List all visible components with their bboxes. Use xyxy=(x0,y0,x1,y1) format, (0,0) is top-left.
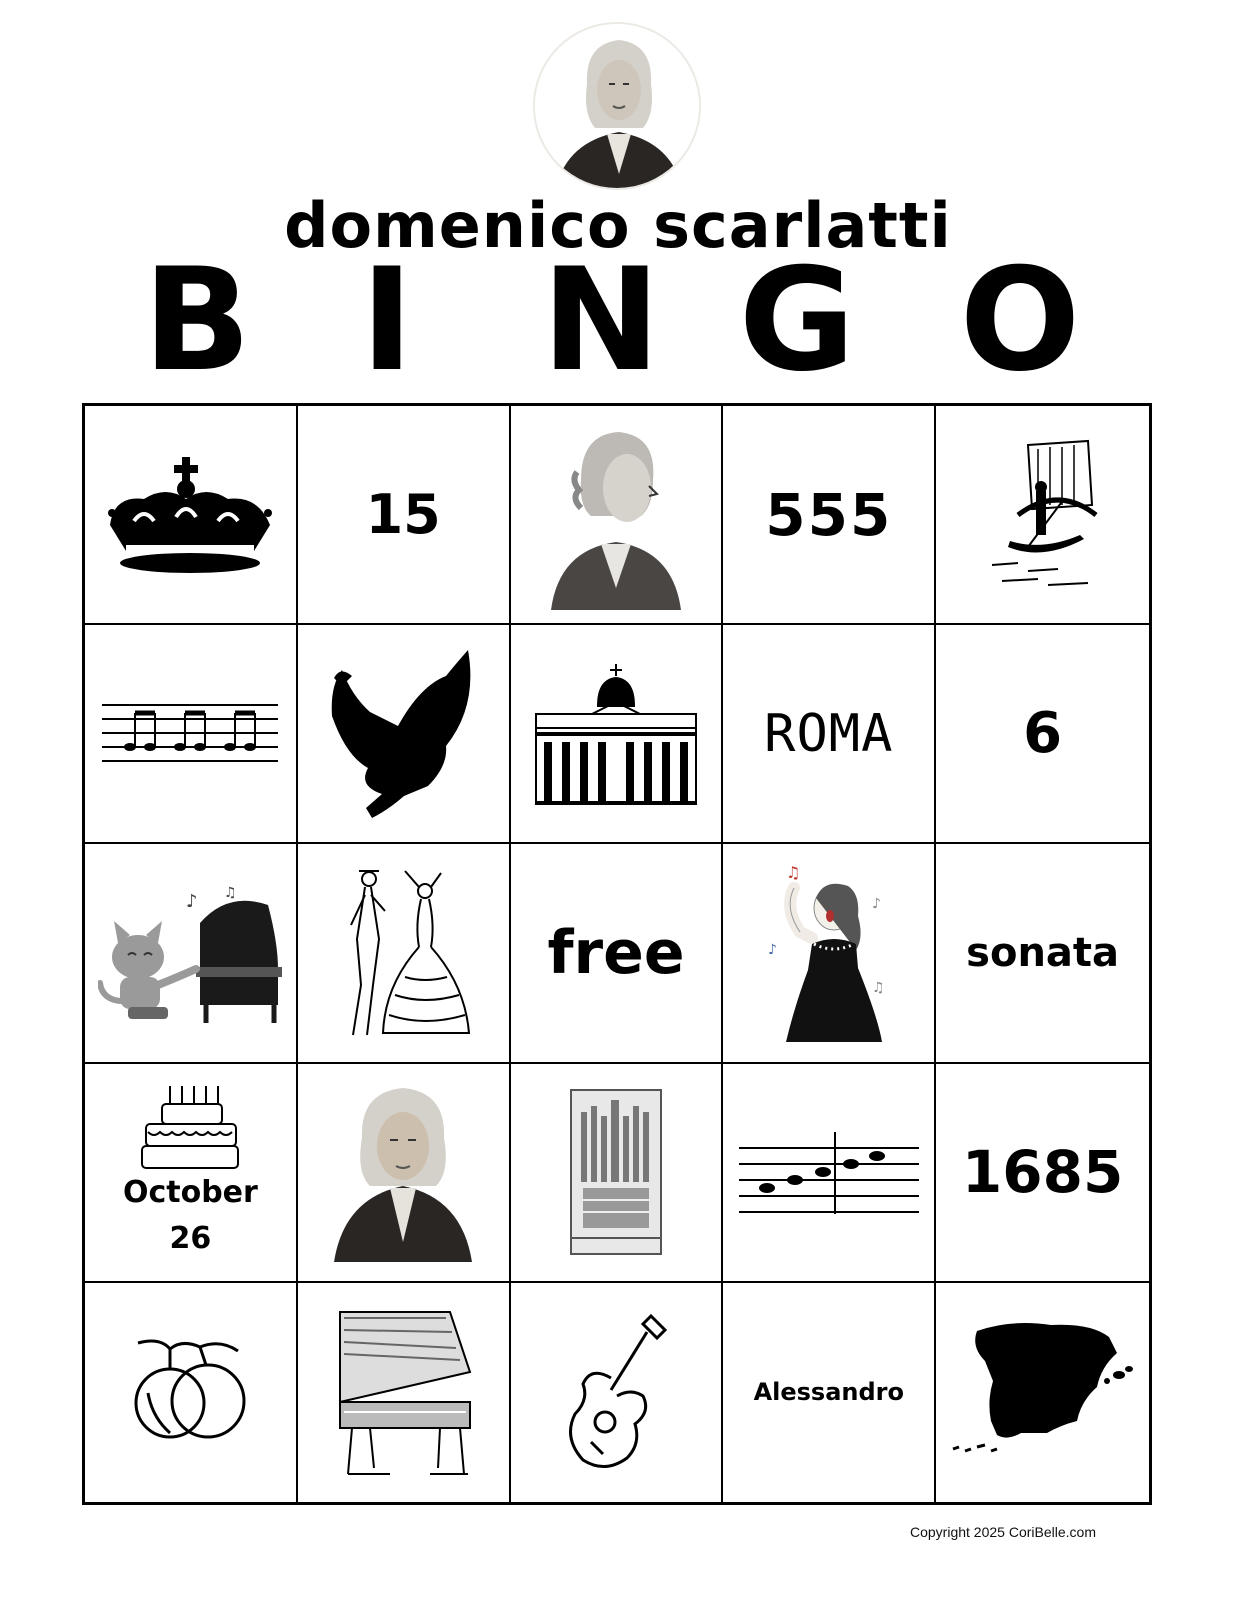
cell-text: 555 xyxy=(765,480,893,549)
gondola-icon xyxy=(988,435,1098,595)
bingo-cell[interactable] xyxy=(298,1283,511,1502)
bingo-cell[interactable] xyxy=(723,1283,936,1502)
crown-icon xyxy=(104,455,276,575)
bingo-cell[interactable] xyxy=(298,844,511,1063)
eagle-icon xyxy=(328,646,478,822)
birthday-cake-icon xyxy=(138,1082,242,1170)
svg-text:♪: ♪ xyxy=(871,895,881,912)
svg-text:♪: ♪ xyxy=(186,890,198,912)
flamenco-dancers-icon xyxy=(335,865,471,1041)
scarlatti-portrait-icon xyxy=(328,1082,478,1262)
haydn-portrait-icon xyxy=(541,420,691,610)
bingo-cell[interactable] xyxy=(723,844,936,1063)
castanets-icon xyxy=(130,1337,250,1447)
bingo-cell[interactable] xyxy=(85,406,298,625)
bingo-cell[interactable] xyxy=(936,844,1149,1063)
bingo-grid xyxy=(82,403,1152,1505)
bingo-cell[interactable] xyxy=(936,1283,1149,1502)
bingo-cell[interactable] xyxy=(511,625,724,844)
cat-piano-icon xyxy=(98,883,282,1023)
cell-text: 15 xyxy=(365,483,441,547)
bingo-cell[interactable] xyxy=(85,1283,298,1502)
cathedral-icon xyxy=(532,662,700,806)
bingo-cell[interactable] xyxy=(85,625,298,844)
bingo-letter-o: O xyxy=(959,238,1081,403)
bingo-letter-b: B xyxy=(142,238,252,403)
cell-text: free xyxy=(547,917,685,988)
bingo-cell[interactable] xyxy=(511,1064,724,1283)
bingo-cell[interactable] xyxy=(85,844,298,1063)
bingo-cell[interactable] xyxy=(298,406,511,625)
bingo-cell[interactable] xyxy=(511,406,724,625)
bingo-letter-g: G xyxy=(738,238,856,403)
page-title: domenico scarlatti xyxy=(284,189,952,262)
pipe-organ-icon xyxy=(569,1088,663,1256)
composer-portrait-icon xyxy=(533,22,701,190)
opera-singer-icon xyxy=(764,858,894,1048)
bingo-cell[interactable] xyxy=(936,1064,1149,1283)
bingo-cell[interactable] xyxy=(936,625,1149,844)
bingo-cell[interactable] xyxy=(723,625,936,844)
cell-text-day: 26 xyxy=(169,1221,212,1257)
cell-text-month: October xyxy=(122,1175,258,1211)
harpsichord-icon xyxy=(330,1302,476,1482)
music-staff-eighth-notes-icon xyxy=(102,699,278,769)
guitar-icon xyxy=(561,1310,671,1474)
bingo-cell[interactable] xyxy=(936,406,1149,625)
bingo-letter-i: I xyxy=(360,238,414,403)
cell-text: 1685 xyxy=(961,1138,1124,1207)
cell-text: 6 xyxy=(1023,701,1063,767)
bingo-cell[interactable] xyxy=(511,1283,724,1502)
bingo-cell[interactable] xyxy=(511,844,724,1063)
music-staff-scale-icon xyxy=(739,1130,919,1214)
bingo-cell[interactable] xyxy=(723,1064,936,1283)
bingo-cell[interactable] xyxy=(298,1064,511,1283)
copyright-text: Copyright 2025 CoriBelle.com xyxy=(910,1524,1096,1540)
bingo-cell[interactable] xyxy=(298,625,511,844)
bingo-cell[interactable] xyxy=(85,1064,298,1283)
bingo-cell[interactable] xyxy=(723,406,936,625)
cell-text: Alessandro xyxy=(753,1378,904,1407)
cell-text: sonata xyxy=(966,929,1120,976)
svg-text:♫: ♫ xyxy=(224,884,237,901)
svg-text:♫: ♫ xyxy=(785,862,801,882)
svg-text:♪: ♪ xyxy=(767,941,777,958)
bingo-letter-n: N xyxy=(541,238,661,403)
cell-text: ROMA xyxy=(764,703,894,764)
svg-text:♫: ♫ xyxy=(871,979,885,996)
spain-map-icon xyxy=(951,1317,1135,1467)
